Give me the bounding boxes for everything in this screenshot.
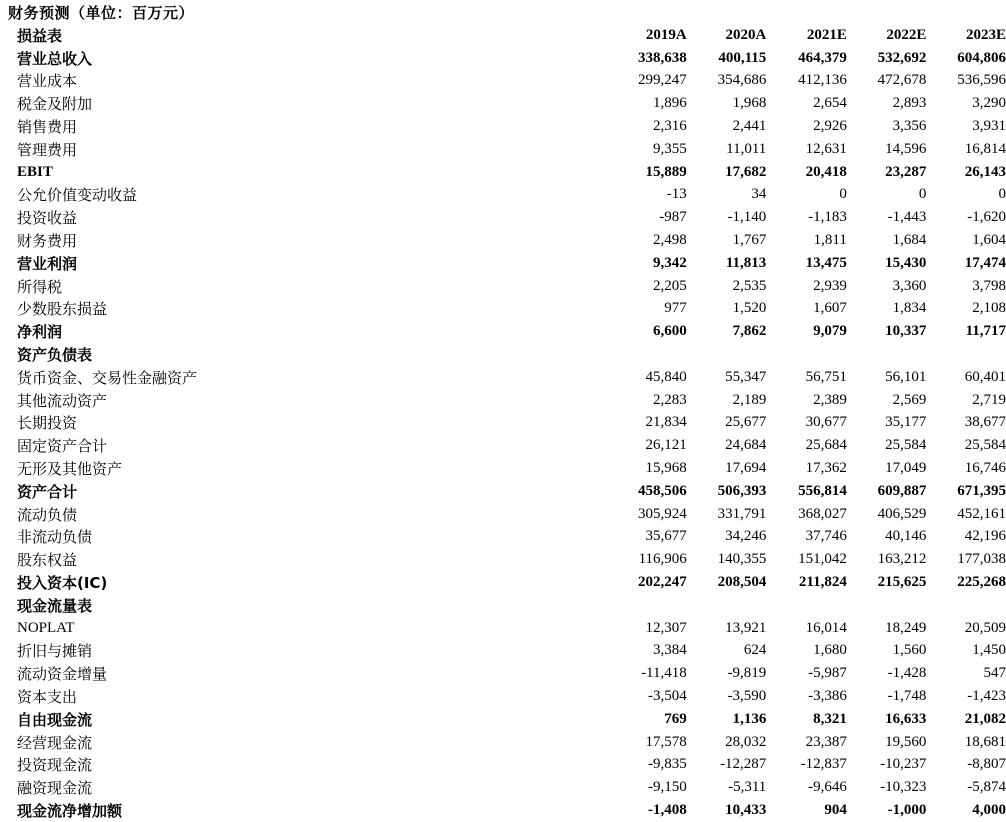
value-cell: 208,504	[717, 574, 767, 591]
value-cell: 400,115	[718, 49, 767, 66]
row-label: 营业成本	[17, 72, 78, 91]
table-row	[0, 320, 1006, 343]
table-row	[0, 275, 1006, 298]
value-cell: 2,893	[892, 95, 927, 112]
value-cell: 35,177	[885, 414, 927, 431]
value-cell: 37,746	[805, 528, 847, 545]
row-label: 固定资产合计	[17, 437, 108, 456]
value-cell: 4,000	[972, 801, 1006, 818]
value-cell: 3,290	[972, 95, 1006, 112]
row-label: 少数股东损益	[17, 300, 108, 319]
row-label: 营业总收入	[17, 49, 93, 68]
value-cell: 11,011	[726, 140, 767, 157]
value-cell: 609,887	[877, 482, 927, 499]
table-header-row	[0, 24, 1006, 47]
value-cell: 2,498	[653, 232, 687, 249]
table-row	[0, 70, 1006, 93]
table-row	[0, 617, 1006, 640]
year-header: 2020A	[725, 26, 767, 43]
value-cell: -3,504	[648, 688, 687, 704]
value-cell: 412,136	[798, 72, 847, 89]
value-cell: 26,143	[964, 163, 1006, 180]
table-row	[0, 503, 1006, 526]
value-cell: 20,418	[805, 163, 847, 180]
value-cell: 9,079	[813, 323, 847, 340]
value-cell: 17,694	[725, 460, 767, 477]
value-cell: 202,247	[638, 574, 687, 591]
row-label: 自由现金流	[17, 710, 93, 729]
value-cell: -5,987	[808, 665, 847, 682]
value-cell: 338,638	[638, 49, 687, 66]
value-cell: 6,600	[653, 323, 687, 340]
value-cell: 177,038	[957, 551, 1006, 568]
value-cell: -5,874	[967, 779, 1006, 796]
section-header-row	[0, 343, 1006, 366]
value-cell	[687, 343, 767, 366]
value-cell: 25,684	[805, 437, 847, 454]
value-cell	[926, 594, 1006, 617]
table-row	[0, 298, 1006, 321]
value-cell: 2,189	[732, 391, 767, 408]
value-cell: 3,384	[653, 642, 687, 659]
value-cell: 556,814	[798, 482, 847, 499]
value-cell: 3,356	[892, 118, 927, 135]
value-cell: 331,791	[717, 505, 767, 522]
row-label: 公允价值变动收益	[17, 186, 138, 205]
value-cell: 11,717	[965, 323, 1006, 340]
value-cell: 3,931	[972, 118, 1006, 135]
value-cell	[766, 343, 847, 366]
value-cell: 13,475	[805, 254, 847, 271]
row-label: 财务费用	[17, 232, 78, 251]
value-cell: -3,386	[808, 688, 847, 704]
value-cell: 12,631	[805, 140, 847, 157]
row-label: 投资收益	[17, 209, 78, 228]
value-cell	[609, 594, 687, 617]
value-cell: 354,686	[717, 72, 767, 89]
row-label: 投入资本(IC)	[17, 574, 108, 593]
table-row	[0, 389, 1006, 412]
value-cell: -1,183	[808, 209, 847, 226]
value-cell: 56,751	[805, 368, 847, 385]
value-cell: 16,633	[885, 710, 927, 727]
table-row	[0, 184, 1006, 207]
value-cell: 21,834	[645, 414, 687, 431]
row-label: 流动资金增量	[17, 665, 108, 684]
value-cell: -10,237	[880, 756, 927, 773]
value-cell: 977	[664, 300, 687, 317]
table-row	[0, 457, 1006, 480]
value-cell: 464,379	[798, 49, 847, 66]
row-label: 经营现金流	[17, 733, 93, 752]
value-cell: -1,408	[648, 801, 687, 818]
value-cell: 15,968	[645, 460, 687, 477]
value-cell: 23,387	[805, 733, 847, 750]
value-cell: 532,692	[877, 49, 927, 66]
value-cell: 624	[743, 642, 767, 659]
row-label: 折旧与摊销	[17, 642, 93, 661]
year-header: 2022E	[886, 26, 927, 43]
value-cell: -1,443	[887, 209, 927, 226]
value-cell: -9,646	[808, 779, 847, 796]
value-cell: -5,311	[728, 779, 767, 796]
table-row	[0, 115, 1006, 138]
section-header-row	[0, 594, 1006, 617]
value-cell: 368,027	[798, 505, 847, 522]
value-cell: 211,824	[798, 574, 847, 591]
row-label: 所得税	[17, 277, 63, 296]
row-label: 税金及附加	[17, 95, 93, 114]
value-cell: 305,924	[638, 505, 687, 522]
row-label: 非流动负债	[17, 528, 93, 547]
value-cell	[847, 594, 927, 617]
value-cell: 1,560	[892, 642, 927, 659]
value-cell: -1,000	[887, 801, 927, 818]
row-label: 流动负债	[17, 505, 78, 524]
value-cell: 17,362	[805, 460, 847, 477]
value-cell: 1,968	[732, 95, 767, 112]
value-cell: 55,347	[725, 368, 767, 385]
value-cell: 56,101	[885, 368, 927, 385]
table-row	[0, 526, 1006, 549]
value-cell: 2,939	[813, 277, 847, 294]
value-cell: 225,268	[957, 574, 1006, 591]
row-label: 现金流净增加额	[17, 801, 123, 820]
value-cell: 8,321	[813, 710, 847, 727]
table-row	[0, 662, 1006, 685]
value-cell: 299,247	[638, 72, 687, 89]
value-cell: 2,205	[653, 277, 687, 294]
row-label: EBIT	[17, 163, 53, 180]
value-cell: -987	[659, 209, 687, 226]
value-cell: 17,682	[725, 163, 767, 180]
value-cell: 25,584	[964, 437, 1006, 454]
value-cell: 506,393	[717, 482, 767, 499]
value-cell: 0	[998, 186, 1006, 203]
row-label: 资产合计	[17, 482, 78, 501]
value-cell: 9,342	[653, 254, 687, 271]
value-cell: 21,082	[964, 710, 1006, 727]
value-cell: 472,678	[877, 72, 927, 89]
value-cell: 10,337	[885, 323, 927, 340]
value-cell: 20,509	[964, 619, 1006, 636]
table-row	[0, 92, 1006, 115]
value-cell: 25,677	[725, 414, 767, 431]
value-cell: 1,767	[732, 232, 767, 249]
value-cell: -12,287	[720, 756, 767, 773]
value-cell: 13,921	[725, 619, 767, 636]
value-cell: 2,569	[892, 391, 927, 408]
page-title: 财务预测（单位：百万元）	[8, 4, 195, 22]
value-cell: 3,360	[892, 277, 927, 294]
value-cell	[926, 343, 1006, 366]
table-row	[0, 206, 1006, 229]
value-cell: 34,246	[725, 528, 767, 545]
value-cell: -9,150	[648, 779, 687, 796]
value-cell: 904	[824, 801, 847, 818]
value-cell: 2,535	[732, 277, 767, 294]
forecast-table	[0, 24, 1006, 822]
value-cell: 2,719	[972, 391, 1006, 408]
table-row	[0, 708, 1006, 731]
value-cell: 15,430	[885, 254, 927, 271]
row-label: NOPLAT	[17, 619, 75, 636]
value-cell: 17,578	[645, 733, 687, 750]
value-cell: -8,807	[967, 756, 1006, 773]
value-cell: 406,529	[877, 505, 927, 522]
value-cell: 163,212	[877, 551, 927, 568]
value-cell: 17,474	[964, 254, 1006, 271]
value-cell	[847, 343, 927, 366]
value-cell: 18,681	[964, 733, 1006, 750]
value-cell: 452,161	[957, 505, 1006, 522]
table-row	[0, 754, 1006, 777]
row-label: 融资现金流	[17, 779, 93, 798]
value-cell: -10,323	[880, 779, 927, 796]
value-cell: 671,395	[957, 482, 1006, 499]
table-row	[0, 252, 1006, 275]
table-row	[0, 731, 1006, 754]
row-label: 营业利润	[17, 254, 78, 273]
value-cell: 215,625	[877, 574, 927, 591]
value-cell: 34	[751, 186, 767, 203]
row-label: 资本支出	[17, 688, 78, 706]
value-cell: 2,108	[972, 300, 1006, 317]
row-label: 无形及其他资产	[17, 460, 123, 479]
value-cell: 25,584	[885, 437, 927, 454]
value-cell: 12,307	[645, 619, 687, 636]
value-cell: 1,684	[892, 232, 927, 249]
row-label: 股东权益	[17, 551, 78, 570]
row-label: 货币资金、交易性金融资产	[17, 368, 198, 387]
value-cell	[609, 343, 687, 366]
value-cell: 116,906	[638, 551, 687, 568]
value-cell	[766, 594, 847, 617]
value-cell: 1,607	[813, 300, 847, 317]
value-cell: 1,811	[813, 232, 847, 249]
value-cell: -12,837	[800, 756, 847, 773]
value-cell: 42,196	[964, 528, 1006, 545]
value-cell: 140,355	[717, 551, 767, 568]
value-cell: 16,014	[805, 619, 847, 636]
value-cell: -1,748	[887, 688, 927, 704]
value-cell: 16,814	[964, 140, 1006, 157]
row-label: 销售费用	[17, 118, 78, 137]
year-header: 2023E	[965, 26, 1006, 43]
value-cell: 9,355	[653, 140, 687, 157]
value-cell: 1,604	[972, 232, 1006, 249]
value-cell: 60,401	[964, 368, 1006, 385]
table-row	[0, 685, 1006, 708]
forecast-table-body	[0, 24, 1006, 822]
table-row	[0, 412, 1006, 435]
value-cell: -9,819	[727, 665, 767, 682]
table-row	[0, 799, 1006, 822]
row-label: 长期投资	[17, 414, 78, 433]
value-cell: -9,835	[648, 756, 687, 773]
value-cell: 2,316	[653, 118, 687, 135]
value-cell: 26,121	[645, 437, 687, 454]
value-cell: 2,283	[653, 391, 687, 408]
value-cell: 2,389	[813, 391, 847, 408]
value-cell: 11,813	[725, 254, 767, 271]
row-label: 其他流动资产	[17, 391, 108, 410]
value-cell: 24,684	[725, 437, 767, 454]
row-label: 资产负债表	[17, 346, 93, 365]
value-cell: 23,287	[885, 163, 927, 180]
value-cell: 35,677	[645, 528, 687, 545]
value-cell	[687, 594, 767, 617]
table-row	[0, 47, 1006, 70]
value-cell: 19,560	[885, 733, 927, 750]
value-cell: 38,677	[964, 414, 1006, 431]
value-cell: 1,136	[732, 710, 767, 727]
row-label: 投资现金流	[17, 756, 93, 775]
value-cell: 16,746	[964, 460, 1006, 477]
value-cell: 1,450	[972, 642, 1006, 659]
value-cell: 769	[664, 710, 687, 727]
table-row	[0, 138, 1006, 161]
value-cell: 28,032	[725, 733, 767, 750]
value-cell: 547	[983, 665, 1006, 682]
value-cell: -1,620	[967, 209, 1006, 226]
value-cell: 1,834	[892, 300, 927, 317]
value-cell: -1,140	[727, 209, 767, 226]
value-cell: 40,146	[885, 528, 927, 545]
value-cell: 0	[918, 186, 927, 203]
table-row	[0, 548, 1006, 571]
value-cell: 30,677	[805, 414, 847, 431]
value-cell: 2,654	[813, 95, 847, 112]
value-cell: 15,889	[645, 163, 687, 180]
value-cell: -13	[666, 186, 687, 203]
row-label: 现金流量表	[17, 596, 93, 615]
value-cell: 604,806	[957, 49, 1006, 66]
value-cell: 1,680	[813, 642, 847, 659]
row-label: 管理费用	[17, 140, 78, 159]
row-label: 净利润	[17, 323, 63, 342]
table-row	[0, 640, 1006, 663]
value-cell: -1,428	[887, 665, 927, 682]
table-row	[0, 480, 1006, 503]
value-cell: -11,418	[641, 665, 687, 682]
table-row	[0, 366, 1006, 389]
year-header: 2021E	[806, 26, 847, 43]
value-cell: 2,926	[813, 118, 847, 135]
table-row	[0, 434, 1006, 457]
value-cell: 1,896	[653, 95, 687, 112]
value-cell: 536,596	[957, 72, 1006, 89]
value-cell: 3,798	[972, 277, 1006, 294]
value-cell: 2,441	[732, 118, 767, 135]
value-cell: 10,433	[725, 801, 767, 818]
value-cell: 45,840	[645, 368, 687, 385]
value-cell: 0	[839, 186, 847, 203]
value-cell: 14,596	[885, 140, 927, 157]
value-cell: 17,049	[885, 460, 927, 477]
value-cell: 458,506	[638, 482, 687, 499]
table-row	[0, 229, 1006, 252]
table-row	[0, 776, 1006, 799]
value-cell: 18,249	[885, 619, 927, 636]
value-cell: 151,042	[798, 551, 847, 568]
value-cell: 1,520	[732, 300, 767, 317]
value-cell: -1,423	[967, 688, 1006, 704]
table-row	[0, 161, 1006, 184]
value-cell: -3,590	[727, 688, 767, 704]
table-row	[0, 571, 1006, 594]
year-header: 2019A	[645, 26, 687, 43]
value-cell: 7,862	[732, 323, 767, 340]
header-label: 损益表	[17, 26, 63, 45]
